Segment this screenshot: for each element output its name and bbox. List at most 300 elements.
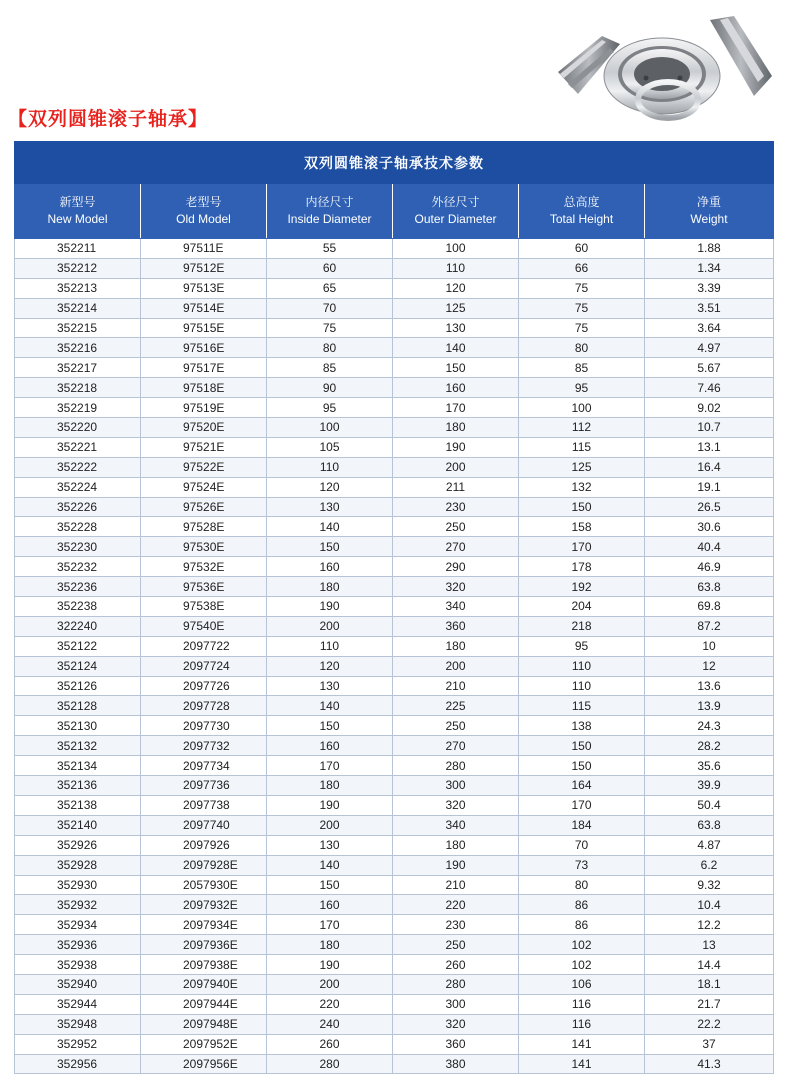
total-height-cell: 150 [519,756,645,776]
table-row [15,239,774,259]
weight-cell: 12 [645,656,774,676]
table-row [15,597,774,617]
new-model-cell: 352238 [15,597,141,617]
new-model-cell: 352215 [15,318,141,338]
total-height-cell: 158 [519,517,645,537]
new-model-cell: 352213 [15,278,141,298]
new-model-cell: 352128 [15,696,141,716]
new-model-cell: 352216 [15,338,141,358]
weight-cell: 3.51 [645,298,774,318]
old-model-cell: 97513E [141,278,267,298]
total-height-cell: 138 [519,716,645,736]
table-row [15,935,774,955]
weight-cell: 9.32 [645,875,774,895]
total-height-cell: 106 [519,974,645,994]
outer-diameter-cell: 360 [393,616,519,636]
total-height-cell: 132 [519,477,645,497]
total-height-cell: 70 [519,835,645,855]
outer-diameter-cell: 211 [393,477,519,497]
table-row [15,915,774,935]
inside-diameter-cell: 110 [267,636,393,656]
outer-diameter-cell: 190 [393,437,519,457]
new-model-cell: 352956 [15,1054,141,1074]
weight-cell: 10 [645,636,774,656]
new-model-cell: 352940 [15,974,141,994]
old-model-cell: 97528E [141,517,267,537]
inside-diameter-cell: 95 [267,398,393,418]
weight-cell: 22.2 [645,1014,774,1034]
new-model-cell: 352134 [15,756,141,776]
total-height-cell: 102 [519,935,645,955]
column-header-zh: 总高度 [563,195,600,209]
column-header-zh: 净重 [696,195,721,209]
new-model-cell: 352222 [15,457,141,477]
inside-diameter-cell: 140 [267,696,393,716]
weight-cell: 13.6 [645,676,774,696]
inside-diameter-cell: 110 [267,457,393,477]
outer-diameter-cell: 180 [393,418,519,438]
table-row [15,835,774,855]
new-model-cell: 352932 [15,895,141,915]
column-header-zh: 外径尺寸 [431,195,480,209]
table-row [15,537,774,557]
table-row [15,358,774,378]
table-row [15,994,774,1014]
new-model-cell: 352217 [15,358,141,378]
total-height-cell: 192 [519,577,645,597]
weight-cell: 63.8 [645,815,774,835]
outer-diameter-cell: 340 [393,597,519,617]
old-model-cell: 97530E [141,537,267,557]
total-height-cell: 115 [519,696,645,716]
old-model-cell: 2097734 [141,756,267,776]
weight-cell: 69.8 [645,597,774,617]
table-row [15,955,774,975]
old-model-cell: 2097952E [141,1034,267,1054]
table-header-row [15,184,774,239]
column-header-weight [645,184,774,239]
table-row [15,616,774,636]
inside-diameter-cell: 130 [267,497,393,517]
outer-diameter-cell: 120 [393,278,519,298]
inside-diameter-cell: 150 [267,716,393,736]
inside-diameter-cell: 190 [267,795,393,815]
table-caption-row [15,142,774,184]
new-model-cell: 352928 [15,855,141,875]
old-model-cell: 2097740 [141,815,267,835]
weight-cell: 1.88 [645,239,774,259]
old-model-cell: 2097936E [141,935,267,955]
inside-diameter-cell: 140 [267,517,393,537]
inside-diameter-cell: 70 [267,298,393,318]
weight-cell: 1.34 [645,258,774,278]
weight-cell: 5.67 [645,358,774,378]
inside-diameter-cell: 180 [267,577,393,597]
old-model-cell: 2057930E [141,875,267,895]
table-row [15,716,774,736]
old-model-cell: 97518E [141,378,267,398]
total-height-cell: 164 [519,776,645,796]
total-height-cell: 150 [519,497,645,517]
outer-diameter-cell: 320 [393,1014,519,1034]
total-height-cell: 141 [519,1054,645,1074]
outer-diameter-cell: 160 [393,378,519,398]
outer-diameter-cell: 210 [393,875,519,895]
outer-diameter-cell: 320 [393,577,519,597]
table-row [15,895,774,915]
table-row [15,1054,774,1074]
weight-cell: 3.39 [645,278,774,298]
table-row [15,278,774,298]
total-height-cell: 60 [519,239,645,259]
old-model-cell: 97532E [141,557,267,577]
new-model-cell: 352226 [15,497,141,517]
total-height-cell: 110 [519,676,645,696]
weight-cell: 41.3 [645,1054,774,1074]
table-row [15,795,774,815]
total-height-cell: 75 [519,298,645,318]
old-model-cell: 97522E [141,457,267,477]
outer-diameter-cell: 200 [393,457,519,477]
weight-cell: 40.4 [645,537,774,557]
inside-diameter-cell: 65 [267,278,393,298]
new-model-cell: 352130 [15,716,141,736]
total-height-cell: 141 [519,1034,645,1054]
total-height-cell: 95 [519,636,645,656]
outer-diameter-cell: 280 [393,974,519,994]
outer-diameter-cell: 150 [393,358,519,378]
total-height-cell: 125 [519,457,645,477]
table-row [15,338,774,358]
column-header-old-model [141,184,267,239]
outer-diameter-cell: 210 [393,676,519,696]
new-model-cell: 322240 [15,616,141,636]
table-row [15,756,774,776]
inside-diameter-cell: 130 [267,835,393,855]
total-height-cell: 100 [519,398,645,418]
inside-diameter-cell: 80 [267,338,393,358]
old-model-cell: 97511E [141,239,267,259]
total-height-cell: 170 [519,795,645,815]
outer-diameter-cell: 190 [393,855,519,875]
weight-cell: 87.2 [645,616,774,636]
inside-diameter-cell: 260 [267,1034,393,1054]
old-model-cell: 2097948E [141,1014,267,1034]
weight-cell: 35.6 [645,756,774,776]
new-model-cell: 352936 [15,935,141,955]
new-model-cell: 352218 [15,378,141,398]
weight-cell: 63.8 [645,577,774,597]
outer-diameter-cell: 260 [393,955,519,975]
old-model-cell: 2097956E [141,1054,267,1074]
weight-cell: 24.3 [645,716,774,736]
outer-diameter-cell: 180 [393,636,519,656]
total-height-cell: 85 [519,358,645,378]
weight-cell: 10.7 [645,418,774,438]
old-model-cell: 97526E [141,497,267,517]
inside-diameter-cell: 170 [267,915,393,935]
old-model-cell: 2097732 [141,736,267,756]
new-model-cell: 352212 [15,258,141,278]
table-row [15,696,774,716]
outer-diameter-cell: 250 [393,935,519,955]
inside-diameter-cell: 200 [267,616,393,636]
column-header-en: New Model [47,212,108,226]
column-header-total-height [519,184,645,239]
table-row [15,676,774,696]
table-row [15,577,774,597]
weight-cell: 14.4 [645,955,774,975]
old-model-cell: 97536E [141,577,267,597]
inside-diameter-cell: 60 [267,258,393,278]
outer-diameter-cell: 230 [393,915,519,935]
outer-diameter-cell: 250 [393,517,519,537]
outer-diameter-cell: 280 [393,756,519,776]
total-height-cell: 110 [519,656,645,676]
total-height-cell: 116 [519,994,645,1014]
new-model-cell: 352224 [15,477,141,497]
old-model-cell: 97540E [141,616,267,636]
inside-diameter-cell: 180 [267,776,393,796]
new-model-cell: 352228 [15,517,141,537]
table-row [15,477,774,497]
total-height-cell: 204 [519,597,645,617]
old-model-cell: 2097738 [141,795,267,815]
total-height-cell: 150 [519,736,645,756]
new-model-cell: 352211 [15,239,141,259]
weight-cell: 39.9 [645,776,774,796]
new-model-cell: 352934 [15,915,141,935]
weight-cell: 46.9 [645,557,774,577]
total-height-cell: 116 [519,1014,645,1034]
old-model-cell: 2097926 [141,835,267,855]
new-model-cell: 352948 [15,1014,141,1034]
outer-diameter-cell: 300 [393,776,519,796]
inside-diameter-cell: 180 [267,935,393,955]
inside-diameter-cell: 160 [267,895,393,915]
weight-cell: 30.6 [645,517,774,537]
table-row [15,974,774,994]
total-height-cell: 80 [519,338,645,358]
table-body [15,239,774,1074]
weight-cell: 4.87 [645,835,774,855]
inside-diameter-cell: 160 [267,557,393,577]
table-row [15,636,774,656]
old-model-cell: 2097726 [141,676,267,696]
old-model-cell: 97512E [141,258,267,278]
new-model-cell: 352930 [15,875,141,895]
inside-diameter-cell: 220 [267,994,393,1014]
weight-cell: 10.4 [645,895,774,915]
total-height-cell: 73 [519,855,645,875]
old-model-cell: 2097722 [141,636,267,656]
outer-diameter-cell: 340 [393,815,519,835]
table-row [15,258,774,278]
column-header-en: Total Height [549,212,614,226]
weight-cell: 9.02 [645,398,774,418]
new-model-cell: 352140 [15,815,141,835]
outer-diameter-cell: 220 [393,895,519,915]
weight-cell: 13 [645,935,774,955]
total-height-cell: 218 [519,616,645,636]
weight-cell: 28.2 [645,736,774,756]
table-caption: 双列圆锥滚子轴承技术参数 [15,142,774,184]
inside-diameter-cell: 90 [267,378,393,398]
weight-cell: 4.97 [645,338,774,358]
total-height-cell: 102 [519,955,645,975]
total-height-cell: 86 [519,915,645,935]
total-height-cell: 170 [519,537,645,557]
bearing-product-image [550,14,776,126]
new-model-cell: 352220 [15,418,141,438]
new-model-cell: 352926 [15,835,141,855]
new-model-cell: 352944 [15,994,141,1014]
inside-diameter-cell: 75 [267,318,393,338]
inside-diameter-cell: 160 [267,736,393,756]
outer-diameter-cell: 300 [393,994,519,1014]
old-model-cell: 2097728 [141,696,267,716]
spec-table-container [14,141,773,1074]
column-header-zh: 内径尺寸 [305,195,354,209]
outer-diameter-cell: 225 [393,696,519,716]
table-row [15,298,774,318]
outer-diameter-cell: 180 [393,835,519,855]
outer-diameter-cell: 200 [393,656,519,676]
table-row [15,318,774,338]
table-row [15,875,774,895]
old-model-cell: 2097730 [141,716,267,736]
weight-cell: 6.2 [645,855,774,875]
old-model-cell: 97516E [141,338,267,358]
column-header-zh: 老型号 [185,195,222,209]
old-model-cell: 97517E [141,358,267,378]
table-row [15,776,774,796]
outer-diameter-cell: 110 [393,258,519,278]
total-height-cell: 75 [519,318,645,338]
total-height-cell: 66 [519,258,645,278]
spec-table [14,141,774,1074]
outer-diameter-cell: 360 [393,1034,519,1054]
inside-diameter-cell: 105 [267,437,393,457]
new-model-cell: 352219 [15,398,141,418]
inside-diameter-cell: 120 [267,477,393,497]
outer-diameter-cell: 270 [393,736,519,756]
inside-diameter-cell: 140 [267,855,393,875]
inside-diameter-cell: 85 [267,358,393,378]
inside-diameter-cell: 150 [267,537,393,557]
total-height-cell: 184 [519,815,645,835]
weight-cell: 13.9 [645,696,774,716]
weight-cell: 37 [645,1034,774,1054]
old-model-cell: 2097736 [141,776,267,796]
inside-diameter-cell: 200 [267,815,393,835]
total-height-cell: 112 [519,418,645,438]
old-model-cell: 2097938E [141,955,267,975]
inside-diameter-cell: 190 [267,955,393,975]
old-model-cell: 2097932E [141,895,267,915]
table-row [15,855,774,875]
inside-diameter-cell: 200 [267,974,393,994]
weight-cell: 13.1 [645,437,774,457]
inside-diameter-cell: 170 [267,756,393,776]
old-model-cell: 97524E [141,477,267,497]
table-row [15,557,774,577]
total-height-cell: 115 [519,437,645,457]
section-title: 【双列圆锥滚子轴承】 [8,108,209,130]
outer-diameter-cell: 270 [393,537,519,557]
inside-diameter-cell: 120 [267,656,393,676]
inside-diameter-cell: 240 [267,1014,393,1034]
total-height-cell: 178 [519,557,645,577]
inside-diameter-cell: 190 [267,597,393,617]
old-model-cell: 2097944E [141,994,267,1014]
new-model-cell: 352136 [15,776,141,796]
column-header-en: Weight [690,212,728,226]
column-header-inside-diameter [267,184,393,239]
old-model-cell: 2097940E [141,974,267,994]
column-header-en: Inside Diameter [287,212,372,226]
table-row [15,517,774,537]
weight-cell: 50.4 [645,795,774,815]
new-model-cell: 352236 [15,577,141,597]
weight-cell: 16.4 [645,457,774,477]
outer-diameter-cell: 230 [393,497,519,517]
table-row [15,437,774,457]
old-model-cell: 2097724 [141,656,267,676]
old-model-cell: 97520E [141,418,267,438]
old-model-cell: 97538E [141,597,267,617]
outer-diameter-cell: 170 [393,398,519,418]
total-height-cell: 80 [519,875,645,895]
weight-cell: 3.64 [645,318,774,338]
table-row [15,736,774,756]
table-row [15,1034,774,1054]
outer-diameter-cell: 380 [393,1054,519,1074]
new-model-cell: 352126 [15,676,141,696]
weight-cell: 7.46 [645,378,774,398]
table-row [15,457,774,477]
weight-cell: 21.7 [645,994,774,1014]
new-model-cell: 352221 [15,437,141,457]
new-model-cell: 352122 [15,636,141,656]
table-row [15,398,774,418]
outer-diameter-cell: 290 [393,557,519,577]
outer-diameter-cell: 250 [393,716,519,736]
table-row [15,497,774,517]
weight-cell: 18.1 [645,974,774,994]
column-header-zh: 新型号 [59,195,96,209]
new-model-cell: 352230 [15,537,141,557]
inside-diameter-cell: 130 [267,676,393,696]
outer-diameter-cell: 140 [393,338,519,358]
table-row [15,378,774,398]
table-row [15,656,774,676]
new-model-cell: 352132 [15,736,141,756]
column-header-new-model [15,184,141,239]
old-model-cell: 2097934E [141,915,267,935]
column-header-en: Outer Diameter [414,212,497,226]
new-model-cell: 352232 [15,557,141,577]
old-model-cell: 97521E [141,437,267,457]
inside-diameter-cell: 150 [267,875,393,895]
outer-diameter-cell: 125 [393,298,519,318]
new-model-cell: 352952 [15,1034,141,1054]
table-row [15,815,774,835]
old-model-cell: 97519E [141,398,267,418]
weight-cell: 12.2 [645,915,774,935]
outer-diameter-cell: 100 [393,239,519,259]
inside-diameter-cell: 55 [267,239,393,259]
